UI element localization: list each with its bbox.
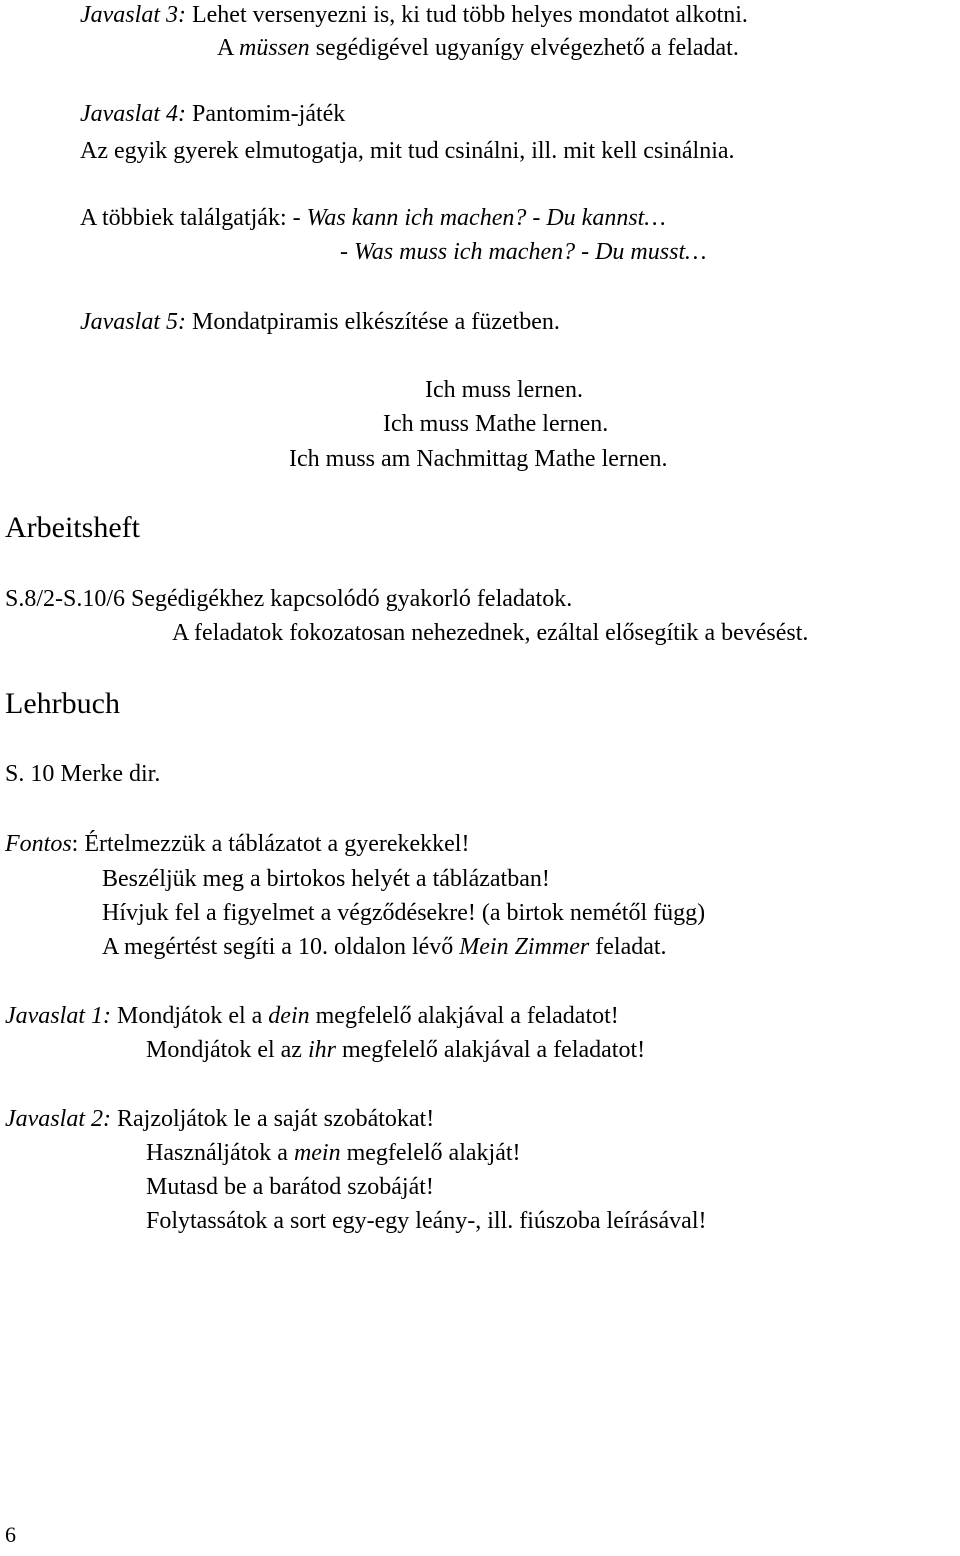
javaslat-3-line-2: A müssen segédigével ugyanígy elvégezhető a feladat.: [217, 35, 739, 61]
javaslat-5-line-1: Javaslat 5: Mondatpiramis elkészítése a füzetben.: [80, 309, 560, 335]
javaslat-4-line-1: Javaslat 4: Pantomim-játék: [80, 101, 346, 127]
word-muessen: müssen: [239, 35, 310, 61]
javaslat-3-label: Javaslat 3:: [80, 2, 186, 28]
javaslat-5-label: Javaslat 5:: [80, 309, 186, 335]
javaslat-2-line-4: Folytassátok a sort egy-egy leány-, ill. fiúszoba leírásával!: [146, 1208, 707, 1234]
javaslat-4-line-2: Az egyik gyerek elmutogatja, mit tud csinálni, ill. mit kell csinálnia.: [80, 138, 735, 164]
javaslat-3-text: Lehet versenyezni is, ki tud több helyes mondatot alkotni.: [185, 2, 748, 28]
javaslat-2-line-1: Javaslat 2: Rajzoljátok le a saját szobátokat!: [5, 1106, 435, 1132]
fontos-line-2: Beszéljük meg a birtokos helyét a táblázatban!: [102, 866, 550, 892]
pyramid-line-2: Ich muss Mathe lernen.: [383, 411, 609, 437]
arbeitsheft-line-2: A feladatok fokozatosan nehezednek, ezáltal elősegítik a bevésést.: [172, 620, 809, 646]
arbeitsheft-line-1: S.8/2-S.10/6 Segédigékhez kapcsolódó gyakorló feladatok.: [5, 586, 573, 612]
fontos-line-4: A megértést segíti a 10. oldalon lévő Mein Zimmer feladat.: [102, 934, 667, 960]
javaslat-3-line-1: [80, 0, 748, 30]
pyramid-line-1: Ich muss lernen.: [425, 377, 583, 403]
fontos-line-1: Fontos: Értelmezzük a táblázatot a gyerekekkel!: [5, 831, 470, 857]
javaslat-4-guess-line-1: A többiek találgatják: - Was kann ich machen? - Du kannst…: [80, 205, 666, 231]
javaslat-1-line-1: Javaslat 1: Mondjátok el a dein megfelelő alakjával a feladatot!: [5, 1003, 619, 1029]
javaslat-1-label: Javaslat 1:: [5, 1003, 111, 1029]
arbeitsheft-heading: Arbeitsheft: [5, 511, 140, 544]
merke-dir-line: S. 10 Merke dir.: [5, 761, 161, 787]
javaslat-4-label: Javaslat 4:: [80, 101, 186, 127]
javaslat-4-guess-line-2: - Was muss ich machen? - Du musst…: [340, 239, 707, 265]
page-number: 6: [5, 1522, 16, 1547]
fontos-label: Fontos: [5, 831, 72, 857]
javaslat-2-line-2: Használjátok a mein megfelelő alakját!: [146, 1140, 521, 1166]
lehrbuch-heading: Lehrbuch: [5, 687, 120, 720]
javaslat-2-line-3: Mutasd be a barátod szobáját!: [146, 1174, 434, 1200]
pyramid-line-3: Ich muss am Nachmittag Mathe lernen.: [289, 446, 668, 472]
javaslat-2-label: Javaslat 2:: [5, 1106, 111, 1132]
fontos-line-3: Hívjuk fel a figyelmet a végződésekre! (a birtok nemétől függ): [102, 900, 706, 926]
javaslat-1-line-2: Mondjátok el az ihr megfelelő alakjával a feladatot!: [146, 1037, 646, 1063]
